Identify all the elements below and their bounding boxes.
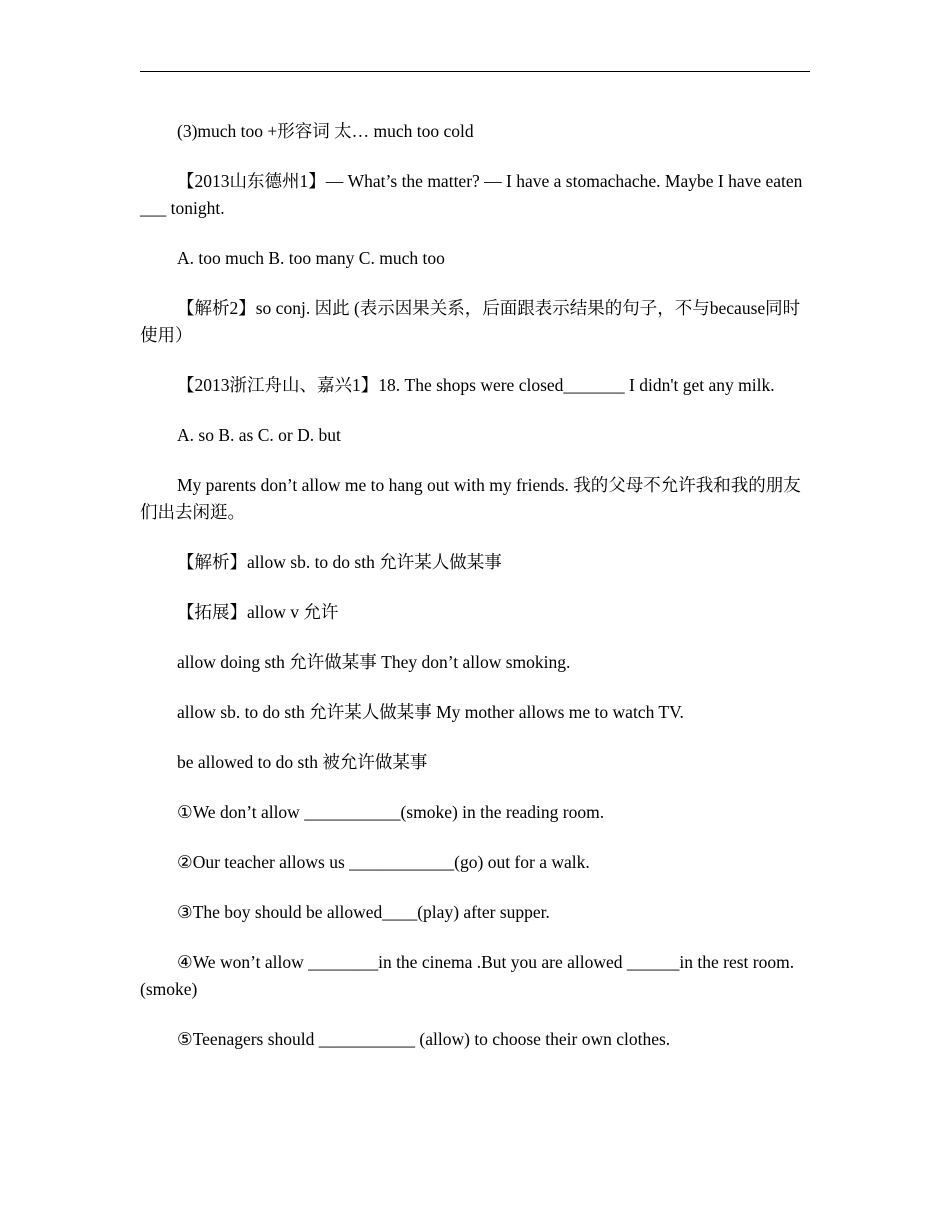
exercise-1: ①We don’t allow ___________(smoke) in the reading room. [177, 802, 605, 822]
exercise-3: ③The boy should be allowed____(play) after supper. [177, 902, 550, 922]
options-zhoushan: A. so B. as C. or D. but [177, 425, 341, 445]
question-2013-dezhou: 【2013山东德州1】— What’s the matter? — I have a stomachache. Maybe I have eaten ___ tonight. [140, 171, 807, 218]
analysis-so: 【解析2】so conj. 因此 (表示因果关系，后面跟表示结果的句子，不与because同时使用） [140, 298, 801, 345]
document-body [140, 118, 810, 1076]
exercise-5: ⑤Teenagers should ___________ (allow) to choose their own clothes. [177, 1029, 671, 1049]
much-too-note: (3)much too +形容词 太… much too cold [177, 121, 474, 141]
exercise-4: ④We won’t allow ________in the cinema .But you are allowed ______in the rest room.(smoke) [140, 952, 795, 999]
usage-allow-sb-to-do: allow sb. to do sth 允许某人做某事 My mother allows me to watch TV. [177, 702, 684, 722]
header-rule [140, 71, 810, 72]
extension-allow: 【拓展】allow v 允许 [177, 602, 339, 622]
usage-be-allowed: be allowed to do sth 被允许做某事 [177, 752, 428, 772]
exercise-2: ②Our teacher allows us ____________(go) out for a walk. [177, 852, 590, 872]
usage-allow-doing: allow doing sth 允许做某事 They don’t allow smoking. [177, 652, 571, 672]
options-dezhou: A. too much B. too many C. much too [177, 248, 445, 268]
question-2013-zhoushan: 【2013浙江舟山、嘉兴1】18. The shops were closed_______ I didn't get any milk. [177, 375, 775, 395]
example-sentence-allow: My parents don’t allow me to hang out with my friends. 我的父母不允许我和我的朋友们出去闲逛。 [140, 475, 801, 522]
analysis-allow: 【解析】allow sb. to do sth 允许某人做某事 [177, 552, 502, 572]
